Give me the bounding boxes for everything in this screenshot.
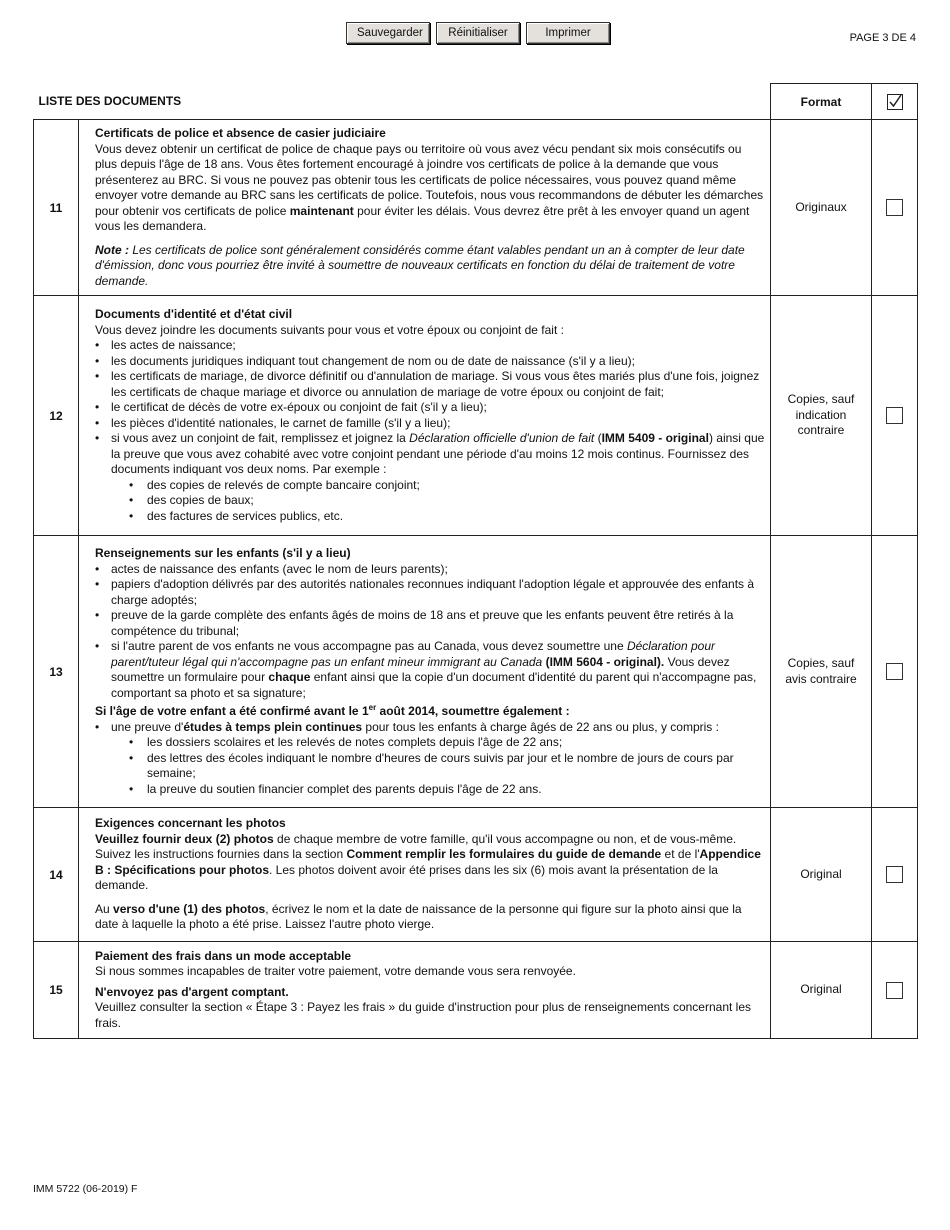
row-content xyxy=(79,296,771,536)
row-format: Original xyxy=(771,942,872,1039)
row-text: Au verso d'une (1) des photos, écrivez le nom et la date de naissance de la personne qui figure sur la photo ainsi que la date à laquelle la photo a été prise. Laissez l'autre photo vierge. xyxy=(95,901,742,932)
row-text: Veuillez fournir deux (2) photos de chaque membre de votre famille, qu'il vous accompagne ou non, et de vous-même. Suivez les instructions fournies dans la section Comment remplir les formulaires du guide de demande et de l'Appendice B : Spécifications pour photos. Les photos doivent avoir été prises dans les six (6) mois avant la présentation de la demande. xyxy=(95,831,761,893)
table-header xyxy=(34,84,918,120)
row-content xyxy=(79,120,771,296)
row-content xyxy=(79,808,771,942)
save-button[interactable]: Sauvegarder xyxy=(346,22,430,44)
row-number: 14 xyxy=(34,808,79,942)
row-note: Note : Les certificats de police sont généralement considérés comme étant valables pendant un an à compter de leur date d'émission, donc vous pourriez être invité à soumettre de nouveaux certificats en fonction du délai de traitement de votre demande. xyxy=(95,242,745,288)
form-toolbar xyxy=(346,22,610,44)
list-item: • actes de naissance des enfants (avec le nom de leurs parents); xyxy=(95,562,765,578)
checkbox[interactable] xyxy=(886,663,903,680)
list-item: • les actes de naissance; xyxy=(95,338,765,354)
checkbox[interactable] xyxy=(886,866,903,883)
row-title: Documents d'identité et d'état civil xyxy=(95,307,293,321)
list-item: • les dossiers scolaires et les relevés de notes complets depuis l'âge de 22 ans; xyxy=(129,735,765,751)
list-item: • les pièces d'identité nationales, le carnet de famille (s'il y a lieu); xyxy=(95,416,765,432)
list-item: • les documents juridiques indiquant tout changement de nom ou de date de naissance (s'il y a lieu); xyxy=(95,354,765,370)
checkbox[interactable] xyxy=(886,407,903,424)
list-item: • la preuve du soutien financier complet des parents depuis l'âge de 22 ans. xyxy=(129,782,765,798)
list-item: • si vous avez un conjoint de fait, remplissez et joignez la Déclaration officielle d'union de fait (IMM 5409 - original) ainsi que la preuve que vous avez cohabité avec votre conjoint pendant une période d'au moins 12 mois continus. Fournissez des documents indiquant vos deux noms. Par exemple : • des copies de relevés de compte bancaire conjoint; • des copies de baux; • des factures de services publics, etc. xyxy=(95,431,765,524)
row-title: Certificats de police et absence de casier judiciaire xyxy=(95,126,386,140)
row-subheading: Si l'âge de votre enfant a été confirmé avant le 1er août 2014, soumettre également : xyxy=(95,703,570,718)
row-text: Si nous sommes incapables de traiter votre paiement, votre demande vous sera renvoyée. xyxy=(95,964,576,979)
checkmark-header xyxy=(872,84,918,120)
list-item: • des lettres des écoles indiquant le nombre d'heures de cours suivis par jour et le nombre de jours de cours par semaine; xyxy=(129,751,765,782)
list-item: • des factures de services publics, etc. xyxy=(129,509,765,525)
list-item: • si l'autre parent de vos enfants ne vous accompagne pas au Canada, vous devez soumettre une Déclaration pour parent/tuteur légal qui n'accompagne pas un enfant mineur immigrant au Canada (IMM 5604 - original). Vous devez soumettre un formulaire pour chaque enfant ainsi que la copie d'un document d'identité du parent qui n'accompagne pas, comportant sa photo et sa signature; xyxy=(95,639,765,701)
row-number: 12 xyxy=(34,296,79,536)
row-checkbox-cell xyxy=(872,120,918,296)
row-format: Copies, sauf indication contraire xyxy=(771,296,872,536)
list-item: • papiers d'adoption délivrés par des autorités nationales reconnues indiquant l'adoption légale et approuvée des enfants à charge adoptés; xyxy=(95,577,765,608)
row-checkbox-cell xyxy=(872,808,918,942)
row-text: Vous devez obtenir un certificat de police de chaque pays ou territoire où vous avez vécu pendant six mois consécutifs ou plus depuis l'âge de 18 ans. Vous êtes fortement encouragé à joindre vos certificats de police à la demande que vous présenterez au BRC. Si vous ne pouvez pas obtenir tous les certificats de police nécessaires, vous pouvez quand même envoyer votre demande au BRC sans les certificats de police. Toutefois, nous vous recommandons de débuter les démarches pour obtenir vos certificats de police maintenant pour éviter les délais. Vous devrez être prêt à les envoyer quand un agent vous les demandera. xyxy=(95,141,764,233)
print-button[interactable]: Imprimer xyxy=(526,22,610,44)
table-row xyxy=(34,942,918,1039)
row-checkbox-cell xyxy=(872,942,918,1039)
reset-button[interactable]: Réinitialiser xyxy=(436,22,520,44)
row-text: Vous devez joindre les documents suivants pour vous et votre époux ou conjoint de fait : xyxy=(95,322,564,337)
page-number: PAGE 3 DE 4 xyxy=(849,32,916,44)
format-heading: Format xyxy=(771,84,872,120)
table-row xyxy=(34,120,918,296)
sub-bullet-list xyxy=(111,478,765,525)
bullet-list xyxy=(95,562,765,702)
row-content xyxy=(79,536,771,808)
row-title: Renseignements sur les enfants (s'il y a lieu) xyxy=(95,546,351,560)
list-item: • preuve de la garde complète des enfants âgés de moins de 18 ans et preuve que les enfants peuvent être retirés à la compétence du tribunal; xyxy=(95,608,765,639)
row-format: Original xyxy=(771,808,872,942)
list-item: • le certificat de décès de votre ex-époux ou conjoint de fait (s'il y a lieu); xyxy=(95,400,765,416)
table-row xyxy=(34,536,918,808)
list-item: • des copies de relevés de compte bancaire conjoint; xyxy=(129,478,765,494)
checkbox[interactable] xyxy=(886,982,903,999)
list-item: • une preuve d'études à temps plein continues pour tous les enfants à charge âgés de 22 ans ou plus, y compris : • les dossiers scolaires et les relevés de notes complets depuis l'âge de 22 ans; • des lettres des écoles indiquant le nombre d'heures de cours suivis par jour et le nombre de jours de cours par semaine; • la preuve du soutien financier complet des parents depuis l'âge de 22 ans. xyxy=(95,720,765,798)
list-item: • des copies de baux; xyxy=(129,493,765,509)
row-checkbox-cell xyxy=(872,536,918,808)
row-format: Copies, sauf avis contraire xyxy=(771,536,872,808)
sub-bullet-list xyxy=(111,735,765,797)
table-row xyxy=(34,808,918,942)
row-warning: N'envoyez pas d'argent comptant. xyxy=(95,984,289,999)
row-number: 13 xyxy=(34,536,79,808)
table-row xyxy=(34,296,918,536)
document-checklist-table xyxy=(33,83,918,1039)
row-number: 11 xyxy=(34,120,79,296)
bullet-list xyxy=(95,720,765,798)
checkbox[interactable] xyxy=(886,199,903,216)
checkmark-box-icon xyxy=(887,94,903,110)
bullet-list xyxy=(95,338,765,524)
row-content xyxy=(79,942,771,1039)
row-text: Veuillez consulter la section « Étape 3 : Payez les frais » du guide d'instruction pour plus de renseignements concernant les frais. xyxy=(95,1000,752,1030)
row-title: Exigences concernant les photos xyxy=(95,816,286,831)
row-checkbox-cell xyxy=(872,296,918,536)
form-code: IMM 5722 (06-2019) F xyxy=(33,1183,138,1195)
row-title: Paiement des frais dans un mode acceptable xyxy=(95,948,352,963)
list-item: • les certificats de mariage, de divorce définitif ou d'annulation de mariage. Si vous vous êtes mariés plus d'une fois, joignez les certificats de chaque mariage et divorce ou annulation de mariage de votre époux ou conjoint de fait; xyxy=(95,369,765,400)
row-number: 15 xyxy=(34,942,79,1039)
row-format: Originaux xyxy=(771,120,872,296)
table-heading: LISTE DES DOCUMENTS xyxy=(34,84,771,120)
